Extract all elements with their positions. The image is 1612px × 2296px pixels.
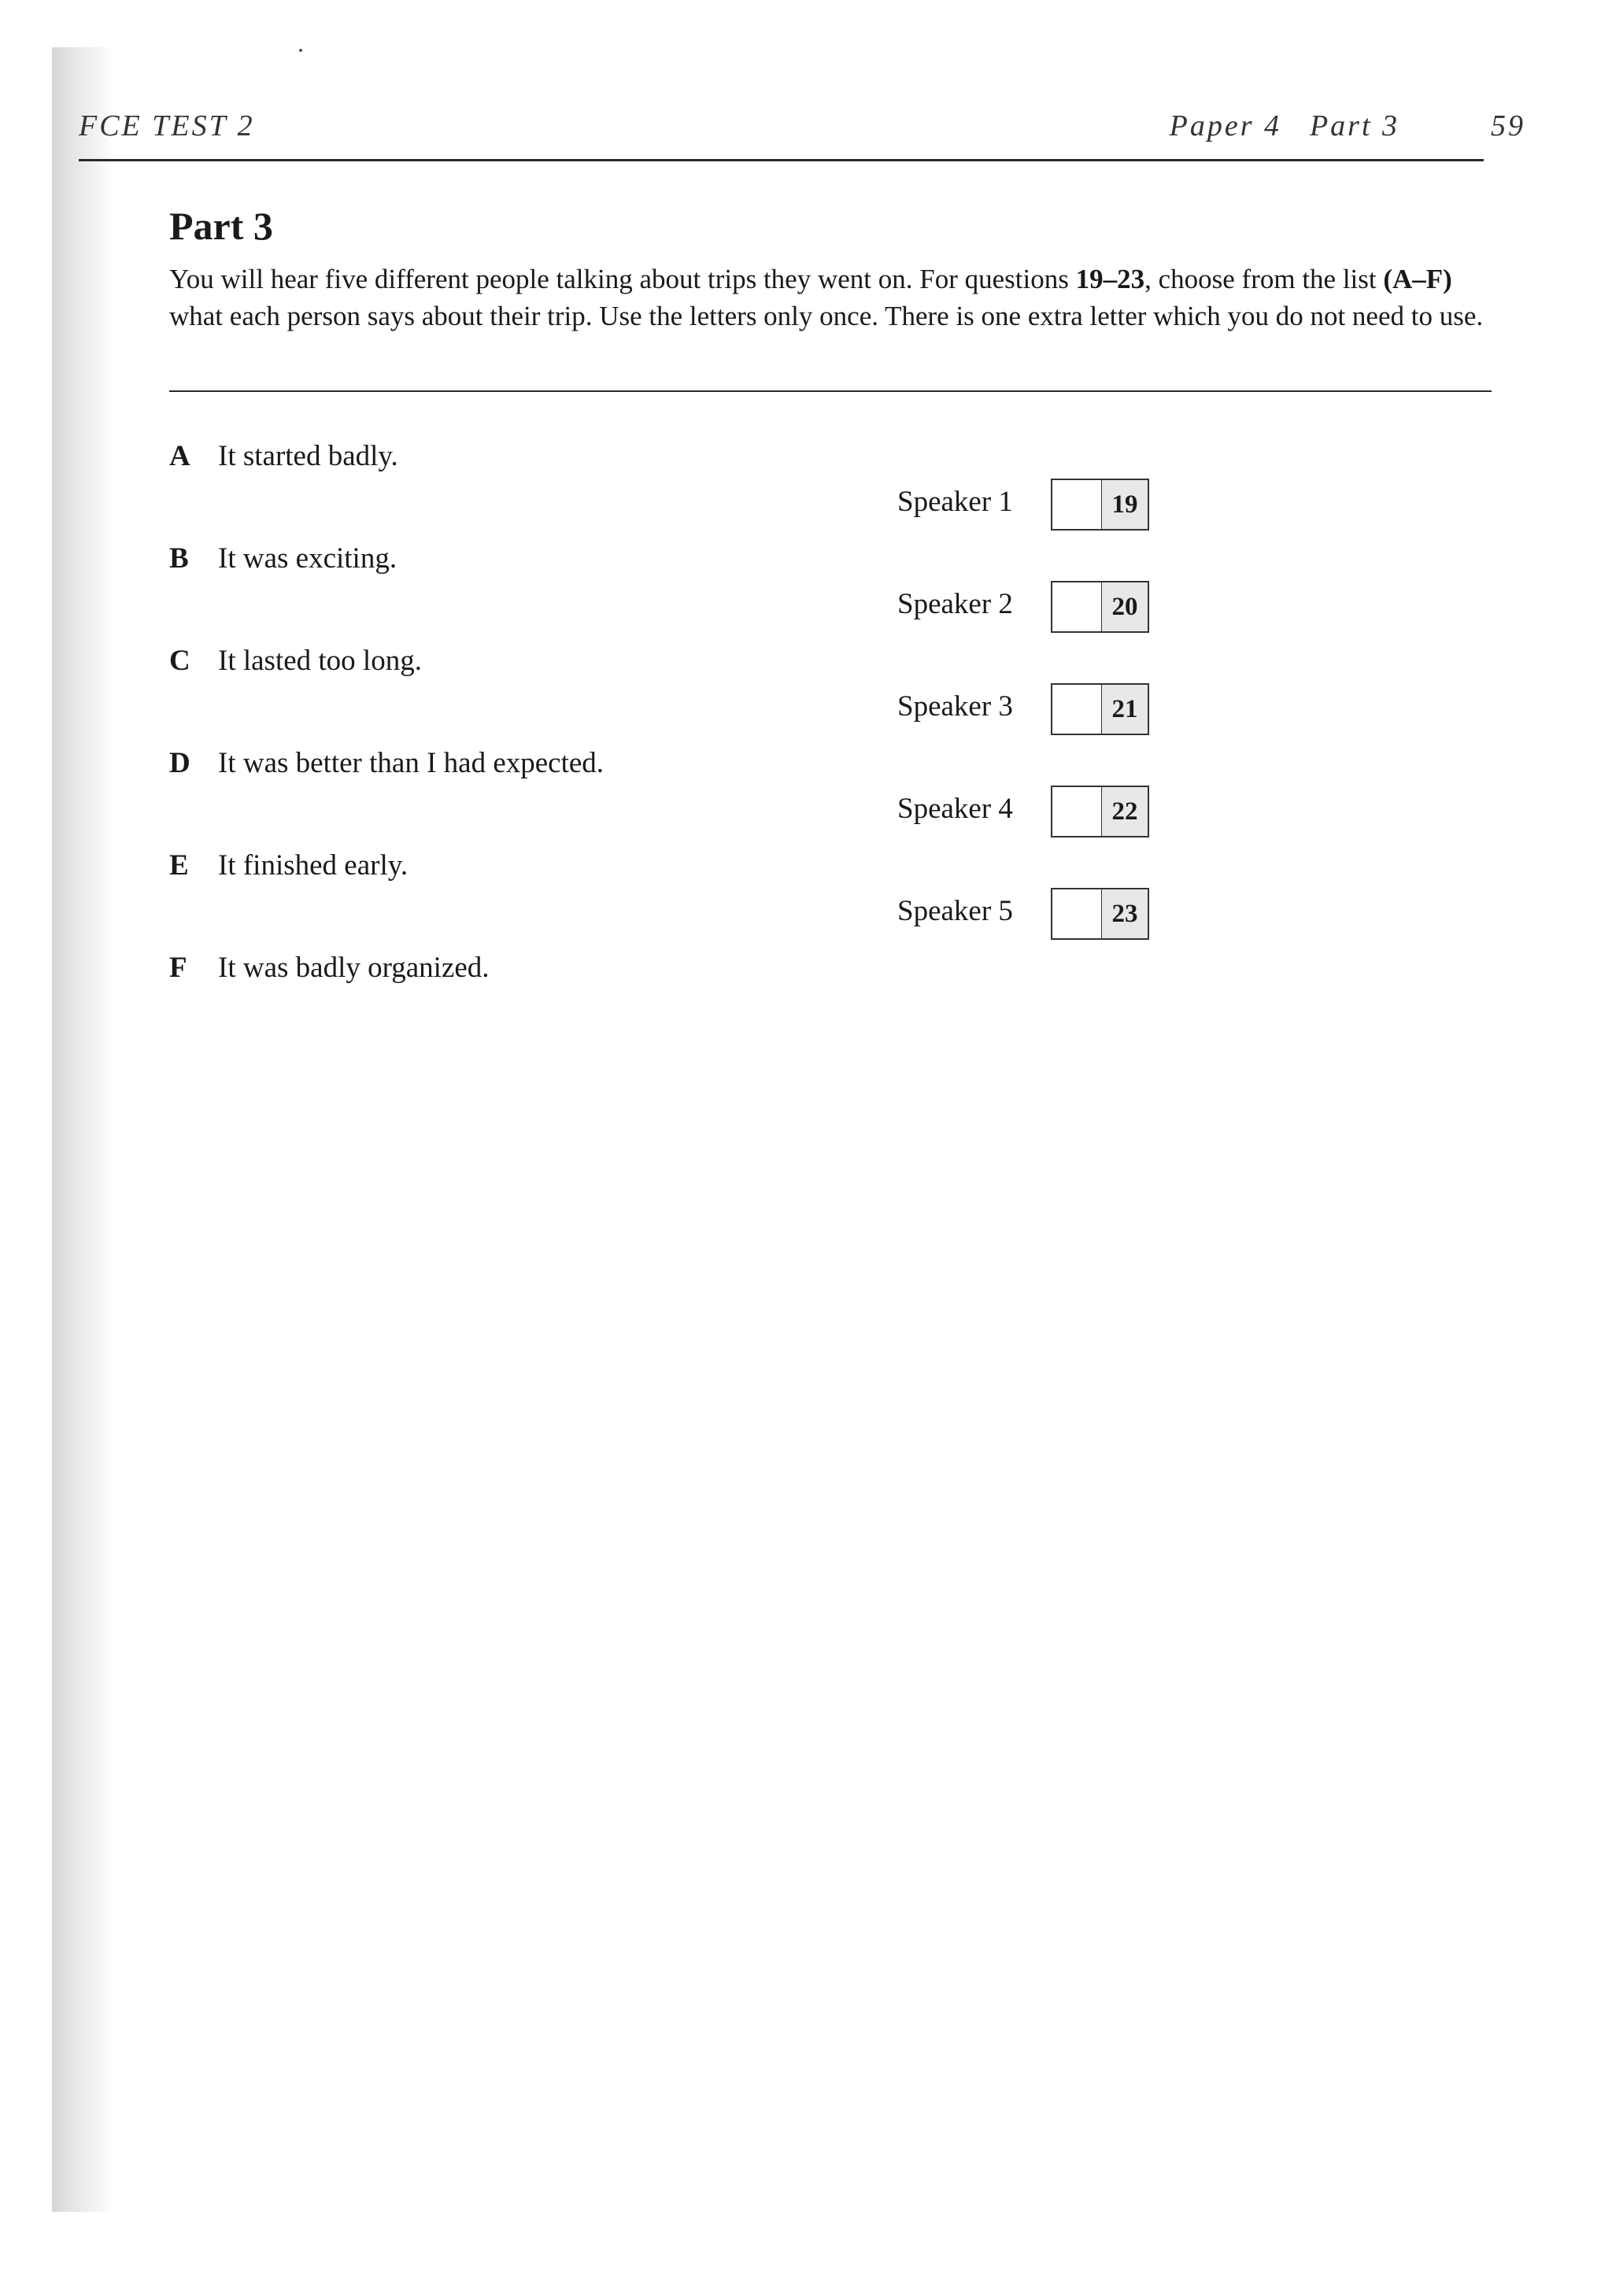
instructions [169,261,1492,335]
header-paper: Paper 4 [1169,109,1281,142]
header-test-name: FCE TEST 2 [79,109,255,142]
option-letter: F [169,952,187,984]
speaker-row-1 [897,479,1157,531]
option-text: It was better than I had expected. [218,747,604,779]
header-part: Part 3 [1309,109,1399,142]
answer-box-23[interactable] [1051,888,1104,940]
speaker-label: Speaker 4 [897,793,1013,825]
option-text: It was exciting. [218,542,397,575]
section-title: Part 3 [169,204,273,248]
running-header [79,109,1525,143]
question-number: 22 [1101,786,1149,837]
page-binding-shadow [52,47,115,2212]
option-text: It started badly. [218,440,398,472]
scan-speck [299,49,302,52]
speaker-row-3 [897,683,1157,735]
question-number: 19 [1101,479,1149,531]
instructions-intro: You will hear five different people talking about trips they went on. For questions [169,264,1076,294]
question-number: 23 [1101,888,1149,940]
speaker-row-2 [897,581,1157,633]
option-letter: E [169,849,189,882]
option-text: It lasted too long. [218,645,422,677]
instructions-end: what each person says about their trip. Use the letters only once. There is one extra letter which you do not need to use. [169,301,1484,331]
answer-box-21[interactable] [1051,683,1104,735]
answer-box-20[interactable] [1051,581,1104,633]
option-letter: C [169,645,190,677]
speaker-label: Speaker 3 [897,690,1013,723]
speaker-label: Speaker 1 [897,486,1013,518]
option-letter: A [169,440,190,472]
letter-range: (A–F) [1383,264,1452,294]
answer-box-19[interactable] [1051,479,1104,531]
instructions-mid: , choose from the list [1144,264,1384,294]
header-rule [79,159,1484,161]
page-number: 59 [1491,109,1525,142]
option-text: It was badly organized. [218,952,490,984]
speaker-row-5 [897,888,1157,940]
question-range: 19–23 [1075,264,1145,294]
speaker-label: Speaker 2 [897,588,1013,620]
speaker-label: Speaker 5 [897,895,1013,927]
question-number: 21 [1101,683,1149,735]
speaker-row-4 [897,786,1157,837]
option-text: It finished early. [218,849,409,882]
instructions-rule [169,390,1492,392]
option-letter: D [169,747,190,779]
answer-box-22[interactable] [1051,786,1104,837]
option-letter: B [169,542,189,575]
question-number: 20 [1101,581,1149,633]
